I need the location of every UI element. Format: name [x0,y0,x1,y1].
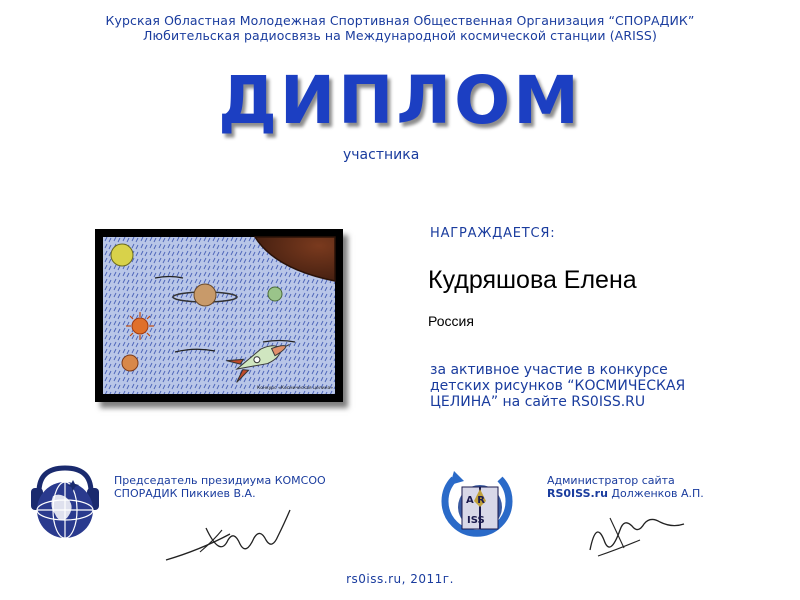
org-subtitle-line: Любительская радиосвязь на Международной космической станции (ARISS) [143,28,657,43]
org-name-line: Курская Областная Молодежная Спортивная Общественная Организация “СПОРАДИК” [105,13,695,28]
award-reason [430,362,790,410]
drawing-frame [95,229,343,402]
diploma-subtitle: участника [343,147,420,163]
ariss-letters-top: A R [466,495,485,506]
administrator-name-line [547,487,797,500]
footer-site-year: rs0iss.ru, 2011г. [346,572,454,586]
sporadik-globe-logo [25,462,105,550]
chairman-signature-image [160,500,300,570]
ariss-logo [436,465,518,547]
drawing-caption: Конкурс «Космическая целина» [257,386,334,391]
awarded-label: НАГРАЖДАЕТСЯ: [430,226,556,241]
chairman-name: СПОРАДИК Пиккиев В.А. [114,487,256,500]
recipient-name: Кудряшова Елена [428,266,637,294]
chairman-signature-block [114,474,414,500]
award-reason-line: ЦЕЛИНА” на сайте RS0ISS.RU [430,394,646,410]
organization-header [0,13,800,43]
recipient-country: Россия [428,313,474,329]
award-reason-line: за активное участие в конкурсе [430,362,668,378]
chairman-title: Председатель президиума КОМСОО [114,474,326,487]
award-reason-line: детских рисунков “КОСМИЧЕСКАЯ [430,378,686,394]
administrator-name: Долженков А.П. [607,487,704,500]
site-name: RS0ISS.ru [547,487,608,500]
administrator-signature-image [580,500,690,565]
space-drawing-image [95,229,343,402]
ariss-letters-bottom: ISS [467,515,485,526]
diploma-title: ДИПЛОМ [218,62,582,139]
administrator-title: Администратор сайта [547,474,675,487]
administrator-signature-block [547,474,797,500]
